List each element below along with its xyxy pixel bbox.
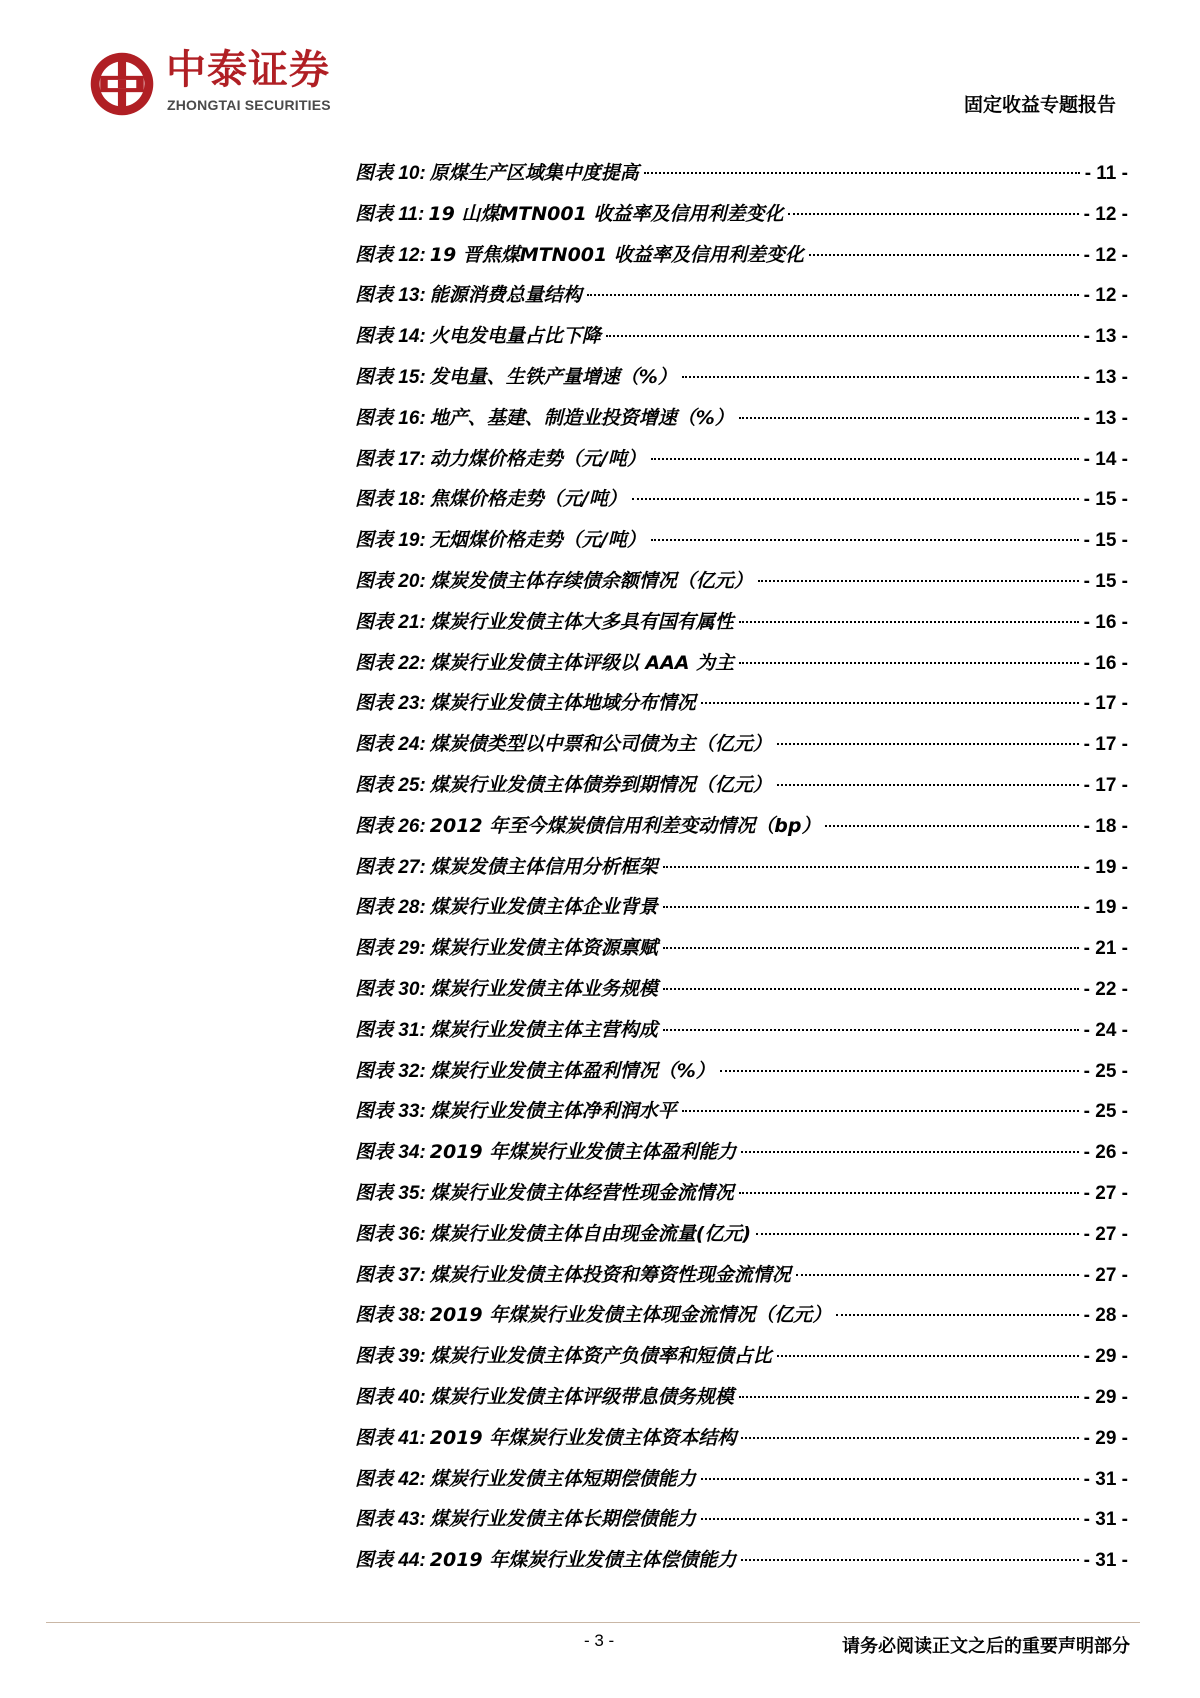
toc-dot-leader	[758, 580, 1079, 582]
toc-figure-title: 煤炭行业发债主体盈利情况（%）	[429, 1059, 715, 1082]
toc-figure-label: 图表 28:	[355, 897, 426, 919]
toc-figure-label: 图表 37:	[355, 1264, 426, 1286]
toc-dot-leader	[651, 458, 1079, 460]
toc-figure-label: 图表 24:	[355, 734, 426, 756]
toc-entry[interactable]	[355, 1382, 1128, 1423]
toc-entry[interactable]	[355, 648, 1128, 689]
toc-figure-label: 图表 26:	[355, 815, 426, 837]
toc-entry[interactable]	[355, 280, 1128, 321]
toc-dot-leader	[836, 1314, 1078, 1316]
toc-figure-title: 无烟煤价格走势（元/吨）	[429, 529, 646, 552]
toc-entry[interactable]	[355, 1096, 1128, 1137]
toc-dot-leader	[739, 662, 1079, 664]
toc-entry[interactable]	[355, 1015, 1128, 1056]
toc-page-number: - 31 -	[1083, 1468, 1128, 1490]
toc-page-number: - 18 -	[1083, 815, 1128, 837]
toc-dot-leader	[663, 988, 1079, 990]
toc-page-number: - 16 -	[1083, 611, 1128, 633]
toc-figure-title: 焦煤价格走势（元/吨）	[429, 488, 627, 511]
toc-figure-title: 2019 年煤炭行业发债主体现金流情况（亿元）	[429, 1304, 832, 1327]
toc-dot-leader	[606, 335, 1079, 337]
toc-figure-title: 煤炭发债主体信用分析框架	[429, 855, 658, 878]
toc-figure-title: 火电发电量占比下降	[429, 325, 601, 348]
toc-figure-label: 图表 13:	[355, 285, 426, 307]
toc-dot-leader	[825, 825, 1078, 827]
toc-entry[interactable]	[355, 933, 1128, 974]
toc-page-number: - 12 -	[1083, 285, 1128, 307]
toc-figure-title: 煤炭行业发债主体长期偿债能力	[429, 1508, 696, 1531]
toc-page-number: - 29 -	[1083, 1386, 1128, 1408]
toc-figure-title: 2012 年至今煤炭债信用利差变动情况（bp）	[429, 814, 821, 837]
toc-figure-label: 图表 19:	[355, 530, 426, 552]
toc-figure-title: 地产、基建、制造业投资增速（%）	[429, 406, 734, 429]
toc-figure-label: 图表 35:	[355, 1182, 426, 1204]
toc-figure-label: 图表 25:	[355, 774, 426, 796]
toc-page-number: - 24 -	[1083, 1019, 1128, 1041]
toc-dot-leader	[756, 1233, 1079, 1235]
toc-dot-leader	[587, 294, 1079, 296]
toc-page-number: - 22 -	[1083, 978, 1128, 1000]
page-number: - 3 -	[584, 1631, 615, 1650]
toc-entry[interactable]	[355, 321, 1128, 362]
toc-figure-title: 煤炭行业发债主体投资和筹资性现金流情况	[429, 1263, 791, 1286]
toc-page-number: - 17 -	[1083, 774, 1128, 796]
toc-figure-title: 煤炭发债主体存续债余额情况（亿元）	[429, 569, 753, 592]
toc-entry[interactable]	[355, 240, 1128, 281]
toc-dot-leader	[777, 784, 1079, 786]
toc-figure-title: 2019 年煤炭行业发债主体盈利能力	[429, 1141, 737, 1164]
toc-page-number: - 21 -	[1083, 938, 1128, 960]
toc-figure-title: 煤炭行业发债主体资源禀赋	[429, 937, 658, 960]
toc-dot-leader	[663, 906, 1079, 908]
toc-figure-label: 图表 41:	[355, 1427, 426, 1449]
toc-entry[interactable]	[355, 1178, 1128, 1219]
toc-entry[interactable]	[355, 1300, 1128, 1341]
toc-dot-leader	[651, 539, 1079, 541]
toc-figure-label: 图表 23:	[355, 693, 426, 715]
toc-figure-title: 煤炭行业发债主体净利润水平	[429, 1100, 677, 1123]
toc-page-number: - 13 -	[1083, 366, 1128, 388]
toc-dot-leader	[701, 1478, 1079, 1480]
toc-figure-label: 图表 43:	[355, 1509, 426, 1531]
toc-figure-title: 煤炭行业发债主体短期偿债能力	[429, 1467, 696, 1490]
toc-entry[interactable]	[355, 199, 1128, 240]
toc-entry[interactable]	[355, 770, 1128, 811]
toc-figure-label: 图表 40:	[355, 1386, 426, 1408]
toc-entry[interactable]	[355, 1260, 1128, 1301]
toc-figure-label: 图表 21:	[355, 611, 426, 633]
toc-figure-label: 图表 44:	[355, 1550, 426, 1572]
toc-figure-title: 19 山煤MTN001 收益率及信用利差变化	[428, 202, 784, 225]
toc-figure-title: 煤炭行业发债主体评级带息债务规模	[429, 1385, 734, 1408]
toc-figure-label: 图表 31:	[355, 1019, 426, 1041]
toc-entry[interactable]	[355, 566, 1128, 607]
brand-name-cn: 中泰证券	[166, 47, 330, 93]
toc-entry[interactable]	[355, 484, 1128, 525]
toc-entry[interactable]	[355, 1464, 1128, 1505]
toc-figure-label: 图表 11:	[355, 203, 425, 225]
toc-dot-leader	[741, 1559, 1078, 1561]
toc-figure-title: 煤炭行业发债主体地域分布情况	[429, 692, 696, 715]
toc-entry[interactable]	[355, 974, 1128, 1015]
toc-dot-leader	[777, 743, 1079, 745]
toc-page-number: - 13 -	[1083, 326, 1128, 348]
toc-figure-title: 煤炭行业发债主体评级以 AAA 为主	[429, 651, 735, 674]
toc-entry[interactable]	[355, 1545, 1128, 1586]
toc-figure-title: 2019 年煤炭行业发债主体偿债能力	[429, 1549, 737, 1572]
toc-dot-leader	[632, 498, 1079, 500]
toc-entry[interactable]	[355, 1423, 1128, 1464]
report-type: 固定收益专题报告	[963, 94, 1116, 116]
toc-figure-label: 图表 29:	[355, 938, 426, 960]
toc-page-number: - 15 -	[1083, 530, 1128, 552]
toc-entry[interactable]	[355, 525, 1128, 566]
toc-entry[interactable]	[355, 729, 1128, 770]
toc-page-number: - 17 -	[1083, 734, 1128, 756]
toc-dot-leader	[682, 376, 1079, 378]
toc-page-number: - 11 -	[1084, 163, 1128, 184]
toc-entry[interactable]	[355, 1219, 1128, 1260]
toc-page-number: - 29 -	[1083, 1346, 1128, 1368]
toc-figure-title: 煤炭债类型以中票和公司债为主（亿元）	[429, 733, 772, 756]
footer-divider	[46, 1622, 1140, 1623]
toc-page-number: - 31 -	[1083, 1509, 1128, 1531]
toc-figure-title: 煤炭行业发债主体业务规模	[429, 977, 658, 1000]
toc-entry[interactable]	[355, 892, 1128, 933]
toc-page-number: - 19 -	[1083, 856, 1128, 878]
toc-figure-title: 煤炭行业发债主体经营性现金流情况	[429, 1181, 734, 1204]
page-header	[0, 0, 1200, 130]
toc-figure-label: 图表 20:	[355, 570, 426, 592]
toc-entry[interactable]	[355, 811, 1128, 852]
toc-dot-leader	[796, 1274, 1079, 1276]
toc-page-number: - 12 -	[1083, 244, 1128, 266]
toc-page-number: - 27 -	[1083, 1223, 1128, 1245]
toc-dot-leader	[739, 621, 1079, 623]
toc-entry[interactable]	[355, 1504, 1128, 1545]
toc-dot-leader	[739, 1396, 1079, 1398]
toc-dot-leader	[739, 1192, 1079, 1194]
toc-dot-leader	[777, 1355, 1079, 1357]
toc-dot-leader	[663, 866, 1079, 868]
toc-entry[interactable]	[355, 158, 1128, 199]
toc-figure-label: 图表 32:	[355, 1060, 426, 1082]
toc-figure-title: 原煤生产区域集中度提高	[429, 162, 639, 184]
toc-figure-title: 动力煤价格走势（元/吨）	[429, 447, 646, 470]
toc-page-number: - 17 -	[1083, 693, 1128, 715]
toc-page-number: - 26 -	[1083, 1142, 1128, 1164]
toc-page-number: - 16 -	[1083, 652, 1128, 674]
toc-figure-label: 图表 34:	[355, 1142, 426, 1164]
toc-figure-title: 煤炭行业发债主体债券到期情况（亿元）	[429, 773, 772, 796]
toc-figure-label: 图表 17:	[355, 448, 426, 470]
toc-figure-label: 图表 15:	[355, 366, 426, 388]
figure-table-of-contents	[355, 158, 1128, 1586]
toc-page-number: - 13 -	[1083, 407, 1128, 429]
toc-figure-label: 图表 33:	[355, 1101, 426, 1123]
toc-page-number: - 28 -	[1083, 1305, 1128, 1327]
toc-dot-leader	[741, 1437, 1078, 1439]
toc-dot-leader	[663, 947, 1079, 949]
toc-entry[interactable]	[355, 607, 1128, 648]
toc-page-number: - 19 -	[1083, 897, 1128, 919]
toc-entry[interactable]	[355, 403, 1128, 444]
toc-figure-label: 图表 14:	[355, 326, 426, 348]
toc-figure-label: 图表 30:	[355, 978, 426, 1000]
toc-dot-leader	[644, 172, 1080, 174]
toc-page-number: - 25 -	[1083, 1060, 1128, 1082]
toc-dot-leader	[720, 1070, 1079, 1072]
toc-page-number: - 15 -	[1083, 489, 1128, 511]
toc-figure-title: 煤炭行业发债主体资产负债率和短债占比	[429, 1345, 772, 1368]
toc-dot-leader	[682, 1110, 1079, 1112]
toc-dot-leader	[788, 213, 1078, 215]
toc-dot-leader	[809, 254, 1079, 256]
toc-dot-leader	[741, 1151, 1078, 1153]
toc-entry[interactable]	[355, 1137, 1128, 1178]
toc-dot-leader	[739, 417, 1079, 419]
brand-name-en: ZHONGTAI SECURITIES	[167, 97, 331, 113]
toc-entry[interactable]	[355, 1056, 1128, 1097]
toc-page-number: - 27 -	[1083, 1264, 1128, 1286]
toc-entry[interactable]	[355, 1341, 1128, 1382]
toc-figure-label: 图表 36:	[355, 1223, 426, 1245]
toc-entry[interactable]	[355, 362, 1128, 403]
toc-figure-label: 图表 27:	[355, 856, 426, 878]
toc-figure-label: 图表 18:	[355, 489, 426, 511]
toc-figure-label: 图表 42:	[355, 1468, 426, 1490]
toc-figure-title: 2019 年煤炭行业发债主体资本结构	[429, 1426, 737, 1449]
toc-figure-title: 发电量、生铁产量增速（%）	[429, 365, 677, 388]
toc-figure-title: 煤炭行业发债主体企业背景	[429, 896, 658, 919]
toc-figure-title: 煤炭行业发债主体大多具有国有属性	[429, 610, 734, 633]
toc-page-number: - 27 -	[1083, 1182, 1128, 1204]
toc-figure-title: 煤炭行业发债主体自由现金流量(亿元)	[429, 1222, 752, 1245]
toc-page-number: - 31 -	[1083, 1550, 1128, 1572]
toc-page-number: - 14 -	[1083, 448, 1128, 470]
toc-entry[interactable]	[355, 688, 1128, 729]
toc-figure-title: 19 晋焦煤MTN001 收益率及信用利差变化	[429, 243, 804, 266]
toc-figure-label: 图表 22:	[355, 652, 426, 674]
toc-figure-title: 能源消费总量结构	[429, 284, 582, 307]
toc-figure-label: 图表 39:	[355, 1346, 426, 1368]
toc-dot-leader	[701, 702, 1079, 704]
toc-dot-leader	[663, 1029, 1079, 1031]
toc-page-number: - 15 -	[1083, 570, 1128, 592]
toc-entry[interactable]	[355, 852, 1128, 893]
toc-entry[interactable]	[355, 444, 1128, 485]
toc-page-number: - 12 -	[1083, 203, 1128, 225]
toc-figure-title: 煤炭行业发债主体主营构成	[429, 1018, 658, 1041]
zhongtai-logo-icon	[88, 50, 156, 118]
toc-page-number: - 29 -	[1083, 1427, 1128, 1449]
toc-dot-leader	[701, 1518, 1079, 1520]
toc-page-number: - 25 -	[1083, 1101, 1128, 1123]
toc-figure-label: 图表 38:	[355, 1305, 426, 1327]
toc-figure-label: 图表 12:	[355, 244, 426, 266]
footer-disclaimer: 请务必阅读正文之后的重要声明部分	[842, 1636, 1130, 1657]
toc-figure-label: 图表 10:	[355, 163, 426, 184]
toc-figure-label: 图表 16:	[355, 407, 426, 429]
